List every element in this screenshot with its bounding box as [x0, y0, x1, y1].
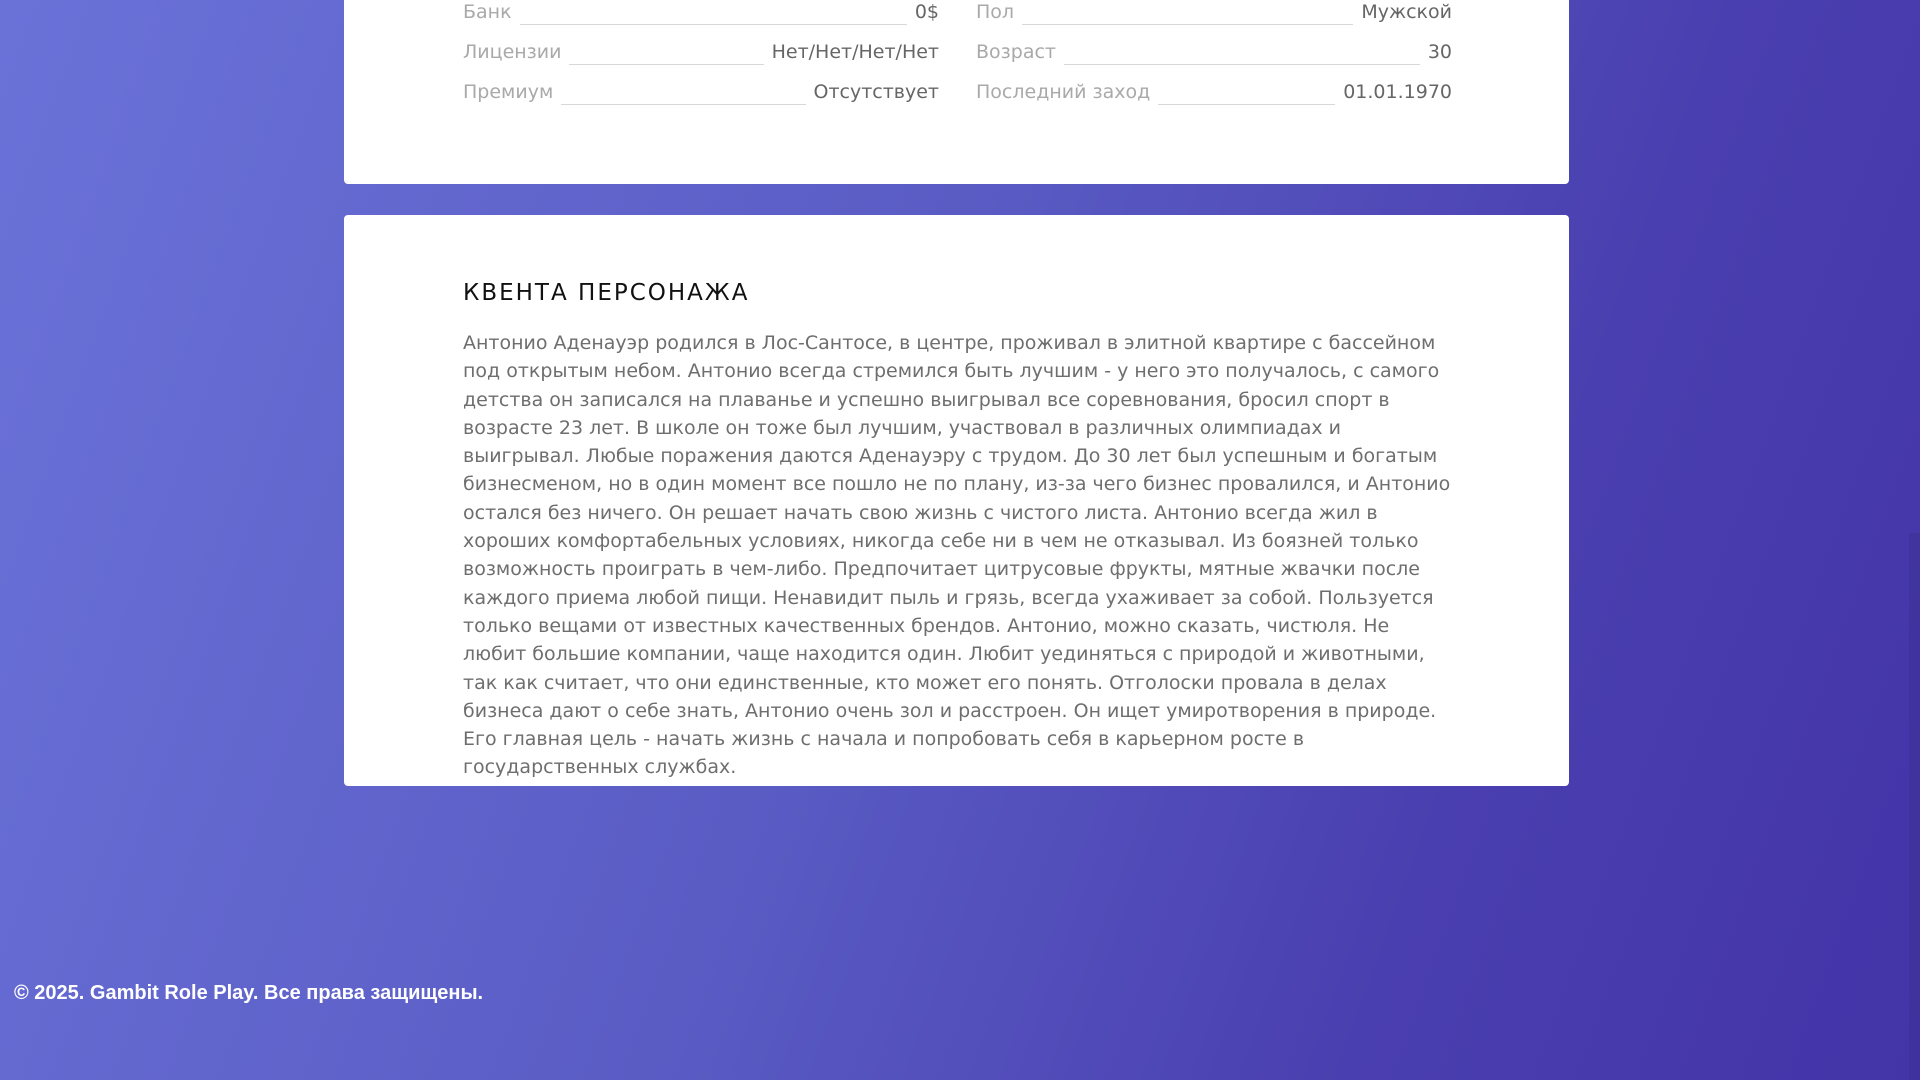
stat-divider: [1022, 23, 1353, 25]
stat-value: 0$: [914, 1, 939, 23]
stat-divider: [520, 23, 907, 25]
stat-value: 30: [1427, 41, 1452, 63]
stats-column-left: [463, 0, 939, 105]
footer-copyright: © 2025. Gambit Role Play. Все права защищены.: [14, 982, 484, 1004]
stats-column-right: [976, 0, 1452, 105]
stat-row-age: [976, 25, 1452, 65]
stat-divider: [1158, 103, 1335, 105]
bio-text: Антонио Аденауэр родился в Лос-Сантосе, в центре, проживал в элитной квартире с бассейном под открытым небом. Антонио всегда стремился быть лучшим - у него это получалось, с самого детства он записался на плаванье и успешно выигрывал все соревнования, бросил спорт в возрасте 23 лет. В школе он тоже был лучшим, участвовал в различных олимпиадах и выигрывал. Любые поражения даются Аденауэру с трудом. До 30 лет был успешным и богатым бизнесменом, но в один момент все пошло не по плану, из-за чего бизнес провалился, и Антонио остался без ничего. Он решает начать свою жизнь с чистого листа. Антонио всегда жил в хороших комфортабельных условиях, никогда себе ни в чем не отказывал. Из боязней только возможность проиграть в чем-либо. Предпочитает цитрусовые фрукты, мятные жвачки после каждого приема любой пищи. Ненавидит пыль и грязь, всегда ухаживает за собой. Пользуется только вещами от известных качественных брендов. Антонио, можно сказать, чистюля. Не любит большие компании, чаще находится один. Любит уединяться с природой и животными, так как считает, что они единственные, кто может его понять. Отголоски провала в делах бизнеса дают о себе знать, Антонио очень зол и расстроен. Он ищет умиротворения в природе. Его главная цель - начать жизнь с начала и попробовать себя в карьерном росте в государственных службах.: [463, 332, 1451, 779]
stat-divider: [569, 63, 763, 65]
scrollbar[interactable]: [1909, 0, 1920, 1080]
stat-label: Возраст: [976, 41, 1056, 63]
stat-label: Последний заход: [976, 81, 1151, 103]
scrollbar-thumb[interactable]: [1909, 533, 1920, 1080]
stat-value: Отсутствует: [813, 81, 939, 103]
stat-divider: [561, 103, 805, 105]
stat-row-bank: [463, 0, 939, 25]
stat-value: Нет/Нет/Нет/Нет: [771, 41, 939, 63]
stat-label: Банк: [463, 1, 512, 23]
bio-title: КВЕНТА ПЕРСОНАЖА: [463, 280, 750, 306]
stat-row-gender: [976, 0, 1452, 25]
stat-label: Пол: [976, 1, 1015, 23]
stat-label: Премиум: [463, 81, 554, 103]
character-bio-card: [344, 215, 1569, 786]
stat-row-last-login: [976, 65, 1452, 105]
stat-value: 01.01.1970: [1343, 81, 1452, 103]
character-stats-card: [344, 0, 1569, 184]
stat-row-premium: [463, 65, 939, 105]
stat-row-licenses: [463, 25, 939, 65]
stat-divider: [1064, 63, 1420, 65]
stat-value: Мужской: [1361, 1, 1452, 23]
stat-label: Лицензии: [463, 41, 562, 63]
